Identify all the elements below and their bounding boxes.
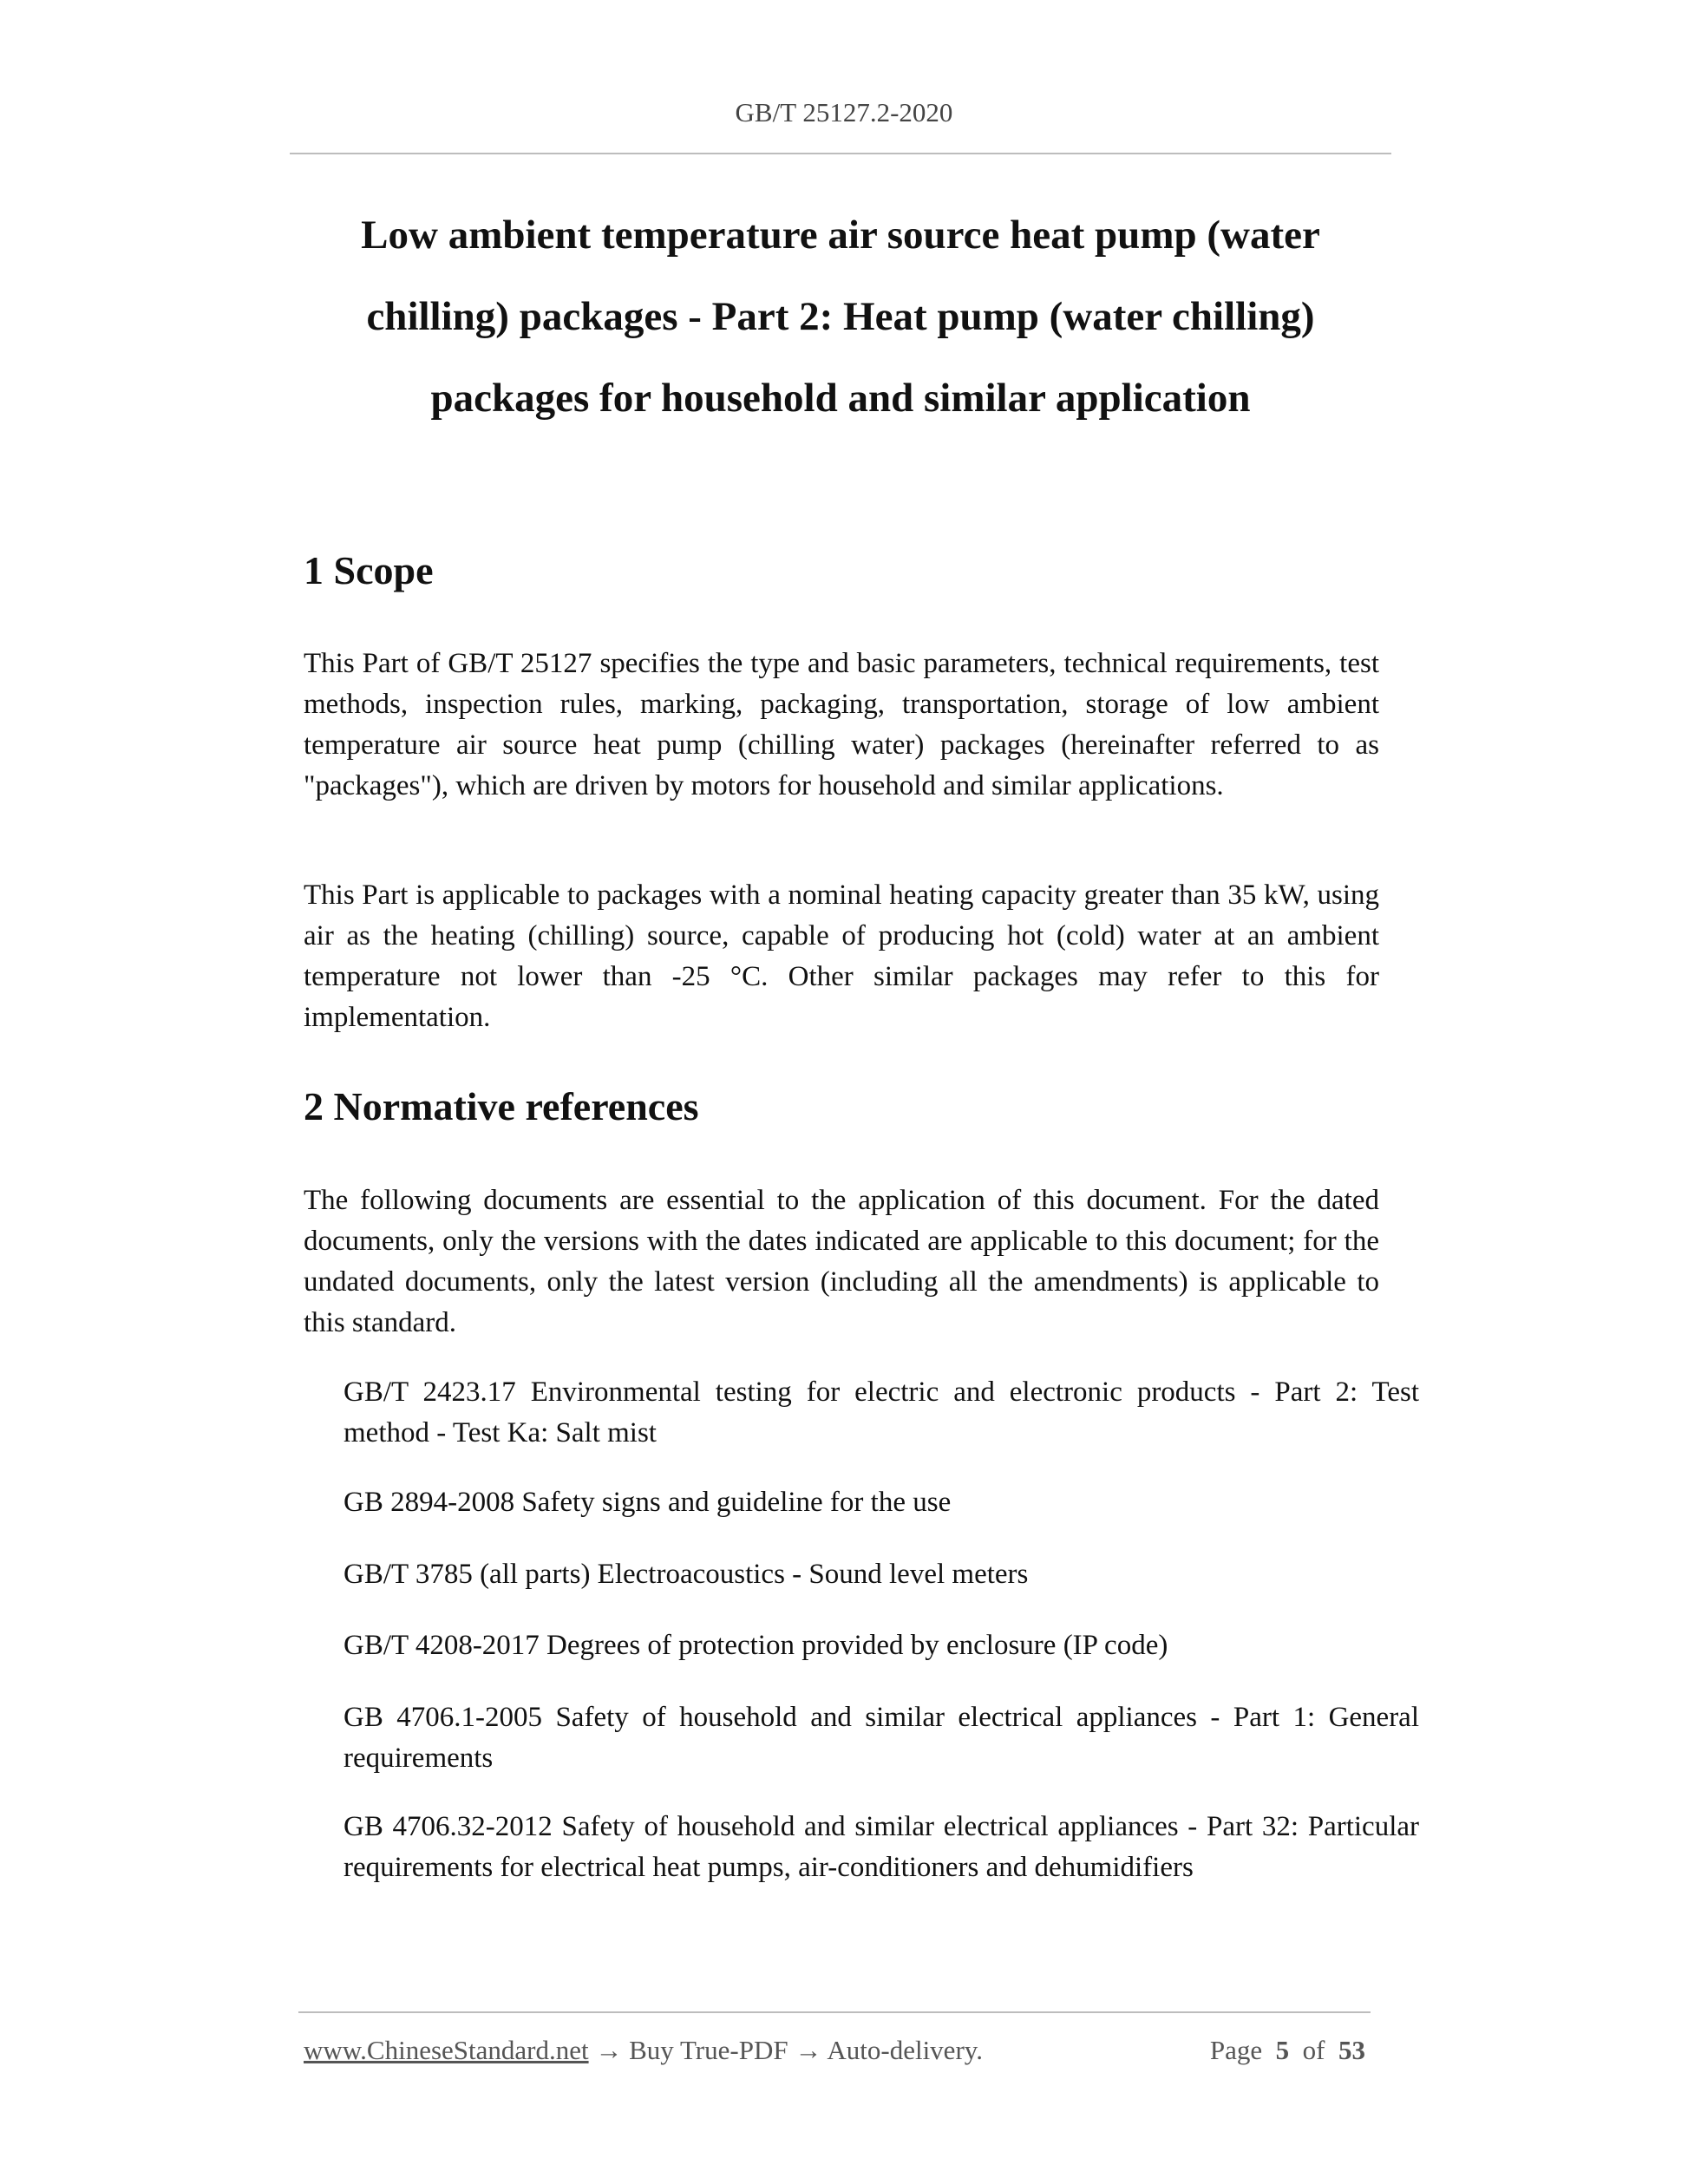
total-pages: 53 xyxy=(1338,2035,1365,2065)
footer-promo-text: → Buy True-PDF → Auto-delivery. xyxy=(588,2035,983,2065)
website-link[interactable]: www.ChineseStandard.net xyxy=(304,2035,589,2065)
scope-paragraph-2: This Part is applicable to packages with a nominal heating capacity greater than 35 kW, using air as the heating (chilling) source, capable of producing hot (cold) water at an ambient temperature not lower than -25 °C. Other similar packages may refer to this for implementation. xyxy=(304,879,1379,1033)
normative-intro-paragraph: The following documents are essential to the application of this document. For the dated documents, only the versions with the dates indicated are applicable to this document; for the undated documents, only the latest version (including all the amendments) is applicable to this standard. xyxy=(304,1185,1379,1338)
reference-item: GB 2894-2008 Safety signs and guideline for the use xyxy=(343,1487,952,1518)
reference-item: GB 4706.1-2005 Safety of household and similar electrical appliances - Part 1: General requirements xyxy=(343,1702,1419,1774)
running-header: GB/T 25127.2-2020 xyxy=(735,97,953,128)
footer-divider xyxy=(298,2011,1371,2013)
title-line-2: chilling) packages - Part 2: Heat pump (water chilling) xyxy=(366,294,1315,339)
section-2-heading: 2 Normative references xyxy=(304,1084,699,1128)
reference-item: GB/T 3785 (all parts) Electroacoustics - Sound level meters xyxy=(343,1559,1029,1590)
scope-paragraph-1: This Part of GB/T 25127 specifies the type and basic parameters, technical requirements, test methods, inspection rules, marking, packaging, transportation, storage of low ambient temperature air source heat pump (chilling water) packages (hereinafter referred to as "packages"), which are driven by motors for household and similar applications. xyxy=(304,648,1379,801)
title-line-1: Low ambient temperature air source heat pump (water xyxy=(361,213,1320,258)
reference-item: GB 4706.32-2012 Safety of household and similar electrical appliances - Part 32: Particular requirements for electrical heat pumps, air-conditioners and dehumidifiers xyxy=(343,1811,1419,1883)
page-label: Page xyxy=(1209,2035,1263,2065)
reference-item: GB/T 4208-2017 Degrees of protection provided by enclosure (IP code) xyxy=(343,1630,1168,1661)
document-title xyxy=(290,194,1391,439)
title-line-3: packages for household and similar application xyxy=(430,376,1251,421)
section-1-heading: 1 Scope xyxy=(304,548,434,592)
current-page: 5 xyxy=(1275,2035,1290,2065)
header-divider xyxy=(290,153,1391,154)
footer-promo xyxy=(304,2031,983,2070)
reference-item: GB/T 2423.17 Environmental testing for electric and electronic products - Part 2: Test method - Test Ka: Salt mist xyxy=(343,1376,1419,1448)
page-number xyxy=(1210,2031,1365,2070)
of-label: of xyxy=(1302,2035,1325,2065)
